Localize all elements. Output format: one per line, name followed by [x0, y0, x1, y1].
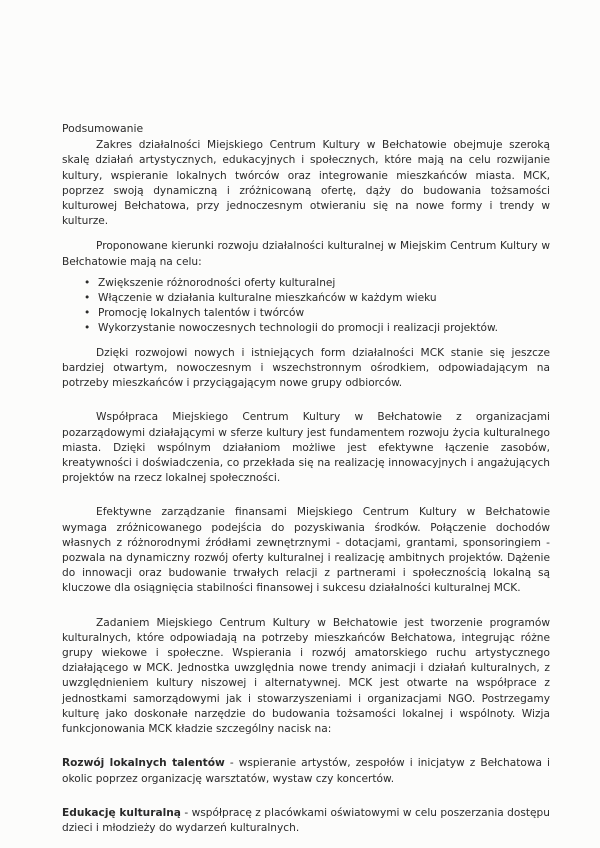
list-item-text: Wykorzystanie nowoczesnych technologii do promocji i realizacji projektów.: [98, 321, 499, 334]
bullet-icon: •: [84, 321, 91, 334]
cultural-education-text: - współpracę z placówkami oświatowymi w celu poszerzania dostępu dzieci i młodzieży do wydarzeń kulturalnych.: [62, 806, 551, 834]
finance-paragraph: Efektywne zarządzanie finansami Miejskiego Centrum Kultury w Bełchatowie wymaga zróżnicowanego podejścia do pozyskiwania środków. Połączenie dochodów własnych z różnorodnymi źródłami zewnętrznymi - dotacjami, grantami, sponsoringiem - pozwala na dynamiczny rozwój oferty kulturalnej i realizację ambitnych projektów. Dążenie do innowacji oraz budowanie trwałych relacji z partnerami i społecznością lokalną są kluczowe dla osiągnięcia stabilności finansowej i sukcesu działalności kulturalnej MCK.: [62, 506, 550, 595]
local-talents-paragraph: [62, 756, 550, 786]
directions-intro-paragraph: Proponowane kierunki rozwoju działalności kulturalnej w Miejskim Centrum Kultury w Bełchatowie mają na celu:: [62, 240, 550, 268]
local-talents-text: - wspieranie artystów, zespołów i inicjatyw z Bełchatowa i okolic poprzez organizację warsztatów, wystaw czy koncertów.: [62, 757, 550, 785]
bullet-icon: •: [84, 291, 91, 304]
local-talents-label: Rozwój lokalnych talentów: [62, 757, 225, 770]
goals-list: [62, 276, 550, 336]
cultural-education-paragraph: [62, 806, 550, 836]
development-paragraph: Dzięki rozwojowi nowych i istniejących form działalności MCK stanie się jeszcze bardziej otwartym, nowoczesnym i wszechstronnym ośrodkiem, odpowiadającym na potrzeby mieszkańców i przyciągającym nowe grupy odbiorców.: [62, 346, 550, 390]
ngo-cooperation-paragraph: Współpraca Miejskiego Centrum Kultury w Bełchatowie z organizacjami pozarządowymi działającymi w sferze kultury jest fundamentem rozwoju życia kulturalnego miasta. Dzięki wspólnym działaniom możliwe jest efektywne łączenie zasobów, kreatywności i doświadczenia, co przekłada się na realizację innowacyjnych i angażujących projektów na rzecz lokalnej społeczności.: [62, 411, 550, 485]
list-item-text: Zwiększenie różnorodności oferty kulturalnej: [98, 276, 336, 289]
section-heading: Podsumowanie: [62, 122, 144, 135]
summary-paragraph: Zakres działalności Miejskiego Centrum Kultury w Bełchatowie obejmuje szeroką skalę działań artystycznych, edukacyjnych i społecznych, które mają na celu rozwijanie kultury, wspieranie lokalnych twórców oraz integrowanie mieszkańców miasta. MCK, poprzez swoją dynamiczną i zróżnicowaną ofertę, dąży do budowania tożsamości kulturowej Bełchatowa, przy jednoczesnym otwieraniu się na nowe formy i trendy w kulturze.: [62, 139, 550, 228]
bullet-icon: •: [84, 306, 91, 319]
list-item: [84, 291, 550, 306]
list-item: [84, 321, 550, 336]
cultural-education-label: Edukację kulturalną: [62, 806, 181, 819]
mission-paragraph: Zadaniem Miejskiego Centrum Kultury w Bełchatowie jest tworzenie programów kulturalnych, które odpowiadają na potrzeby mieszkańców Bełchatowa, integrując różne grupy wiekowe i społeczne. Wspierania i rozwój amatorskiego ruchu artystycznego działającego w MCK. Jednostka uwzględnia nowe trendy animacji i działań kulturalnych, z uwzględnieniem kultury niszowej i alternatywnej. MCK jest otwarte na współprace z jednostkami samorządowymi jak i stowarzyszeniami i organizacjami NGO. Postrzegamy kulturę jako doskonałe narzędzie do budowania tożsamości lokalnej i wspólnoty. Wizja funkcjonowania MCK kładzie szczególny nacisk na:: [62, 616, 550, 736]
list-item-text: Promocję lokalnych talentów i twórców: [98, 306, 305, 319]
bullet-icon: •: [84, 276, 91, 289]
list-item-text: Włączenie w działania kulturalne mieszkańców w każdym wieku: [98, 291, 437, 304]
list-item: [84, 276, 550, 291]
list-item: [84, 306, 550, 321]
